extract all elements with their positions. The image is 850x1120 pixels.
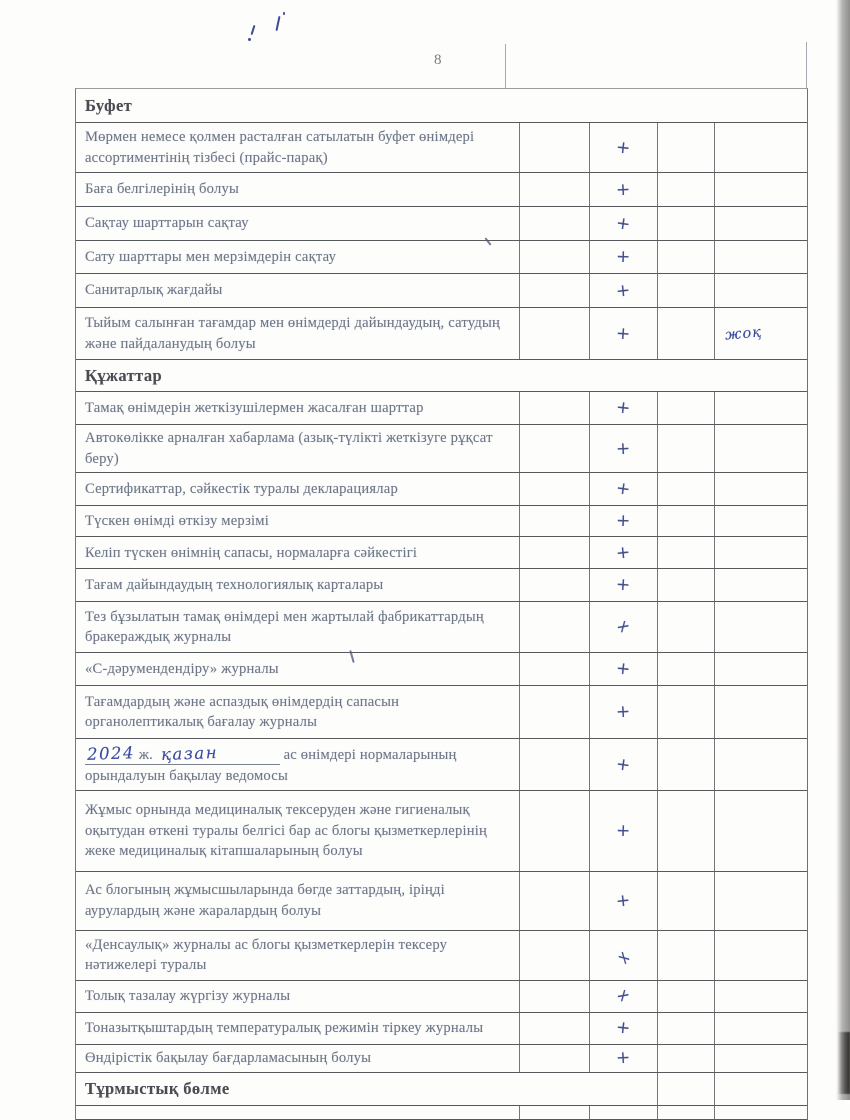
table-row [76,473,807,506]
item-description-cell [76,274,519,307]
item-description-cell [76,791,519,871]
col-c-cell [657,392,714,424]
table-row [76,1045,807,1073]
col-c-cell [657,686,714,738]
table-row [76,241,807,274]
table-row [76,872,807,931]
table-row [76,791,807,872]
item-description-cell [76,602,519,652]
check-cell [589,931,657,980]
item-description: Тамақ өнімдерін жеткізушілермен жасалған шарттар [85,399,424,416]
item-description: Автокөлікке арналған хабарлама (азық-түлікті жеткізуге рұқсат беру) [85,430,493,467]
col-c-cell [657,506,714,536]
col-c-cell [657,1013,714,1044]
item-description-cell [76,1045,519,1072]
note-cell [714,241,807,273]
empty-cell [714,1106,807,1119]
item-description: Сақтау шарттарын сақтау [85,215,249,232]
table-row [76,308,807,360]
note-cell [714,274,807,307]
ink-squiggle-1 [251,25,256,35]
table-row [76,506,807,537]
handwritten-check-mark: + [614,945,635,972]
handwritten-check-mark: + [613,984,634,1009]
table-row [76,537,807,569]
table-row [76,739,807,790]
check-cell [589,653,657,685]
col-a-cell [519,791,589,871]
item-description-cell [76,739,519,789]
item-description: Жұмыс орнында медициналық тексеруден және гигиеналық оқытудан өткені туралы белгісі бар ас блогы қызметкерлерінің жеке медициналық кітапшаларының болуы [85,801,488,860]
col-c-cell [657,602,714,652]
check-cell [589,1013,657,1044]
col-c-cell [657,931,714,980]
item-description-cell [76,425,519,472]
col-c-cell [657,739,714,789]
handwritten-year: 2024 [86,743,136,765]
item-description-cell [76,686,519,738]
handwritten-check-mark: + [615,1017,632,1040]
check-cell [589,207,657,240]
item-description-cell [76,308,519,359]
note-cell [714,686,807,738]
check-cell [589,473,657,505]
item-description-cell [76,123,519,172]
item-description-cell [76,1013,519,1044]
col-a-cell [519,392,589,424]
check-cell [589,123,657,172]
section-row [76,360,807,392]
note-cell [714,653,807,685]
table-row [76,686,807,739]
table-row [76,392,807,425]
item-description: Түскен өнімді өткізу мерзімі [85,513,269,530]
check-cell [589,274,657,307]
note-cell [714,1045,807,1072]
empty-cell [76,1106,519,1119]
item-description-cell [76,872,519,930]
check-cell [589,739,657,789]
item-description: Тоназытқыштардың температуралық режимін тіркеу журналы [85,1020,484,1037]
col-a-cell [519,207,589,240]
col-c-cell [657,173,714,206]
item-description: Сертификаттар, сәйкестік туралы декларациялар [85,481,398,498]
item-description: Тағамдардың және аспаздық өнімдердің сапасын органолептикалық бағалау журналы [85,693,400,731]
item-description [85,742,507,786]
item-description: Мөрмен немесе қолмен расталған сатылатын буфет өнімдері ассортиментінің тізбесі (прайс-парақ) [85,128,475,166]
handwritten-month: қазан [160,743,219,765]
item-description: Келіп түскен өнімнің сапасы, нормаларға сәйкестігі [85,544,418,561]
section-row [76,1073,807,1106]
table-row [76,602,807,653]
check-cell [589,241,657,273]
check-cell [589,602,657,652]
ink-squiggle-2 [275,16,280,31]
col-a-cell [519,123,589,172]
handwritten-check-mark: + [615,179,632,200]
empty-cell [589,1106,657,1119]
col-c-cell [657,653,714,685]
col-a-cell [519,931,589,980]
checklist-table [75,88,808,1120]
section-label: Тұрмыстық бөлме [85,1078,230,1098]
handwritten-check-mark: + [615,136,632,159]
item-description: Толық тазалау жүргізу журналы [85,988,291,1005]
note-cell [714,173,807,206]
col-a-cell [519,425,589,472]
handwritten-check-mark: + [616,820,631,842]
section-row [76,89,807,123]
empty-cell [657,1106,714,1119]
check-cell [589,1045,657,1072]
check-cell [589,425,657,472]
scan-artifact-line-1 [505,44,506,88]
col-c-cell [657,1045,714,1072]
item-description: Ас блогының жұмысшыларында бөгде заттардың, іріңді аурулардың және жаралардың болуы [85,882,445,919]
note-cell [714,425,807,472]
handwritten-check-mark: + [615,702,632,723]
handwritten-check-mark: + [615,323,632,344]
col-a-cell [519,602,589,652]
handwritten-check-mark: + [615,658,632,681]
section-label: Құжаттар [85,365,163,385]
handwritten-check-mark: + [615,753,632,776]
item-description-cell [76,653,519,685]
check-cell [589,872,657,930]
check-cell [589,981,657,1012]
col-a-cell [519,981,589,1012]
handwritten-check-mark: + [616,246,631,268]
note-cell [714,791,807,871]
col-c-cell [657,981,714,1012]
check-cell [589,537,657,568]
col-c-cell [657,473,714,505]
table-row [76,569,807,602]
check-cell [589,686,657,738]
table-row [76,653,807,686]
col-c-cell [657,308,714,359]
col-c-cell [657,123,714,172]
handwritten-check-mark: + [615,478,632,501]
item-description-cell [76,537,519,568]
col-c-cell [657,537,714,568]
table-row [76,173,807,207]
item-description-cell [76,931,519,980]
note-cell [714,506,807,536]
check-cell [589,173,657,206]
col-c-cell [657,241,714,273]
check-cell [589,506,657,536]
table-row-partial [76,1106,807,1120]
item-description-tail: ас өнімдері нормаларының орындалуын бақылау ведомосы [85,747,457,785]
printed-zh-label: ж. [135,747,161,764]
item-description-cell [76,173,519,206]
ink-dot-1 [248,38,251,41]
table-row [76,1013,807,1045]
page-edge-dark-blob [838,1032,850,1094]
col-a-cell [519,1013,589,1044]
col-a-cell [519,1045,589,1072]
check-cell [589,569,657,601]
handwritten-check-mark: + [613,615,634,640]
table-row [76,274,807,308]
note-cell [714,1013,807,1044]
note-cell [714,123,807,172]
col-a-cell [519,506,589,536]
scan-artifact-line-2 [806,42,807,88]
col-a-cell [519,473,589,505]
note-cell [714,473,807,505]
note-cell [714,569,807,601]
col-c-cell [657,425,714,472]
note-cell [714,602,807,652]
col-c-cell [657,569,714,601]
col-a-cell [519,308,589,359]
check-cell [589,308,657,359]
item-description: Тағам дайындаудың технологиялық карталары [85,577,384,594]
note-cell [714,308,807,359]
item-description-cell [76,981,519,1012]
item-description: Тыйым салынған тағамдар мен өнімдерді дайындаудың, сатудың және пайдаланудың болуы [85,314,501,352]
col-a-cell [519,173,589,206]
item-description: «Денсаулық» журналы ас блогы қызметкерлерін тексеру нәтижелері туралы [85,936,448,974]
note-cell [714,739,807,789]
item-description-cell [76,569,519,601]
col-a-cell [519,537,589,568]
col-c-cell [657,872,714,930]
section-cell [76,91,807,121]
col-a-cell [519,872,589,930]
col-a-cell [519,653,589,685]
item-description-cell [76,207,519,240]
col-a-cell [519,241,589,273]
item-description-cell [76,473,519,505]
handwritten-check-mark: + [615,1047,632,1069]
note-cell [714,537,807,568]
col-a-cell [519,274,589,307]
handwritten-check-mark: + [615,542,632,564]
item-description-cell [76,241,519,273]
handwritten-check-mark: + [615,438,632,460]
item-description: Тез бұзылатын тамақ өнімдері мен жартылай фабрикаттардың бракераждық журналы [85,608,484,646]
table-row [76,207,807,241]
table-row [76,981,807,1013]
table-row [76,931,807,981]
table-row [76,123,807,173]
note-cell [714,872,807,930]
item-description: Өндірістік бақылау бағдарламасының болуы [85,1049,372,1066]
item-description: Сату шарттары мен мерзімдерін сақтау [85,248,337,265]
item-description-cell [76,506,519,536]
item-description: Санитарлық жағдайы [85,282,223,299]
check-cell [589,392,657,424]
col-c-cell [657,791,714,871]
item-description-cell [76,392,519,424]
note-cell [714,207,807,240]
handwritten-check-mark: + [616,511,631,532]
item-description: «С-дәрумендендіру» журналы [85,661,279,678]
note-cell [714,981,807,1012]
handwritten-check-mark: + [615,212,632,235]
empty-cell [519,1106,589,1119]
handwritten-check-mark: + [615,397,632,419]
check-cell [589,791,657,871]
table-row [76,425,807,473]
item-description: Баға белгілерінің болуы [85,181,239,198]
handwritten-check-mark: + [615,279,632,302]
col-a-cell [519,686,589,738]
note-cell [714,392,807,424]
note-cell [714,931,807,980]
col-c-cell [657,207,714,240]
section-cell [76,361,807,391]
col-c-cell [657,274,714,307]
handwritten-note: жоқ [724,323,763,344]
page-number: 8 [434,52,442,68]
col-a-cell [519,569,589,601]
handwritten-date-line [85,743,280,765]
page-edge-shadow [836,0,850,1100]
col-a-cell [519,739,589,789]
handwritten-check-mark: + [615,574,632,596]
section-label: Буфет [85,95,133,115]
handwritten-check-mark: + [615,890,632,912]
ink-dot-2 [283,12,285,15]
